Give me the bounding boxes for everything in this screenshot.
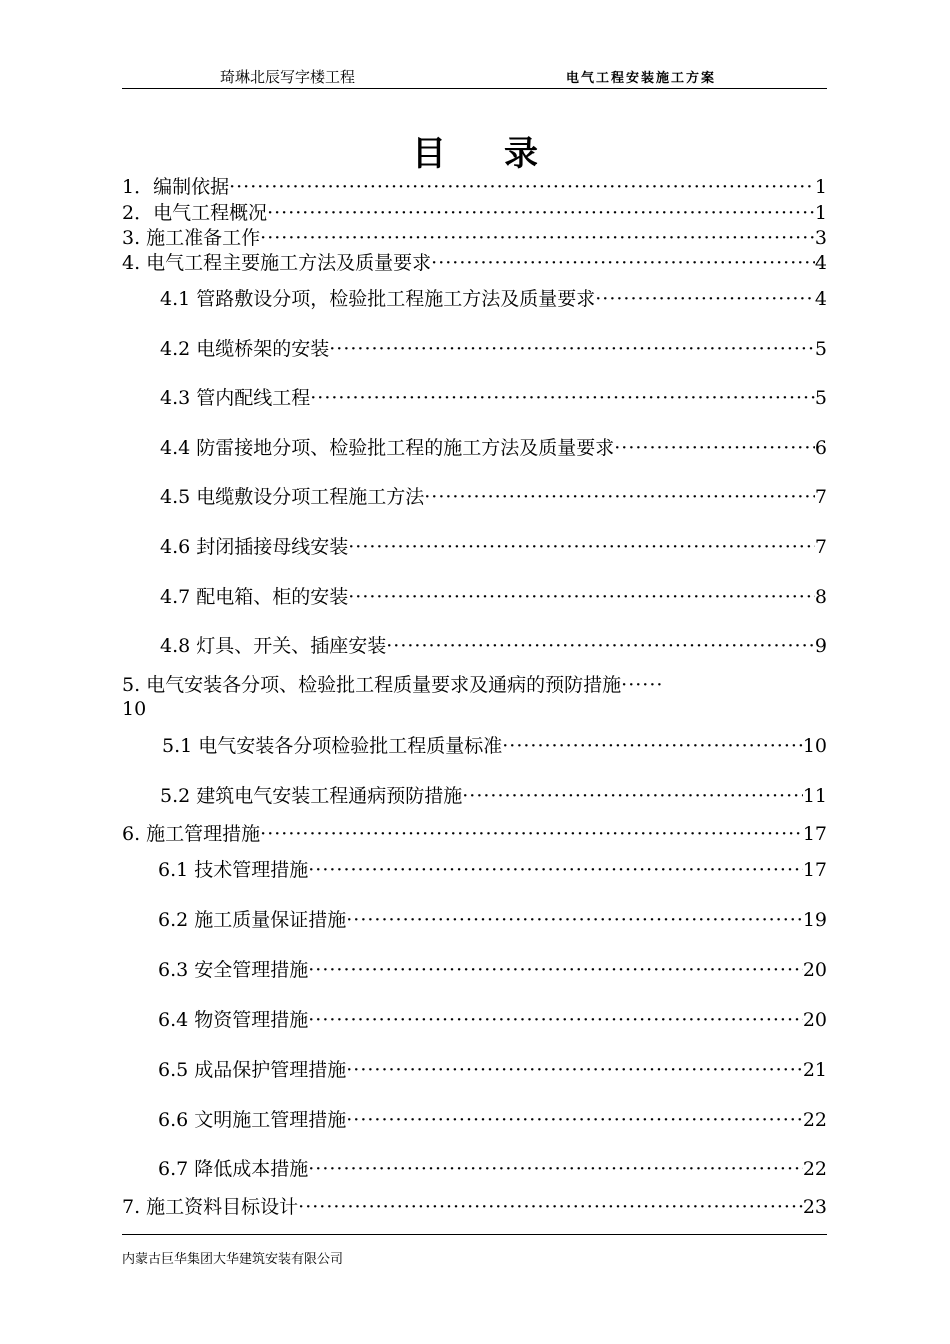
footer-company-name: 内蒙古巨华集团大华建筑安装有限公司: [122, 1252, 344, 1267]
toc-subentry[interactable]: [158, 908, 827, 932]
toc-subentry[interactable]: [160, 436, 827, 460]
toc-entry-label: 4.7 配电箱、柜的安装: [160, 586, 349, 608]
toc-entry-label: 4.3 管内配线工程: [160, 387, 311, 409]
toc-entry-label: 4.1 管路敷设分项，检验批工程施工方法及质量要求: [160, 288, 596, 310]
toc-entry-page: 7: [814, 486, 827, 508]
toc-subentry[interactable]: [160, 585, 827, 609]
toc-leader-dots: [229, 175, 815, 199]
toc-entry-label: 4.8 灯具、开关、插座安装: [160, 635, 387, 657]
toc-entry[interactable]: [122, 673, 827, 721]
toc-entry-page: 17: [802, 859, 827, 881]
toc-entry-page: 3: [814, 227, 827, 249]
toc-entry-label: 6.4 物资管理措施: [158, 1009, 309, 1031]
toc-entry[interactable]: [122, 175, 827, 199]
toc-leader-dots: [348, 585, 815, 609]
header-document-name: 电气工程安装施工方案: [566, 71, 717, 86]
toc-subentry[interactable]: [160, 535, 827, 559]
toc-entry[interactable]: [122, 822, 827, 846]
toc-subentry[interactable]: [158, 958, 827, 982]
toc-entry-page: 6: [814, 437, 827, 459]
toc-entry-page: 17: [802, 823, 827, 845]
toc-entry-label: 6.7 降低成本措施: [158, 1158, 309, 1180]
toc-entry[interactable]: [122, 1195, 827, 1219]
toc-entry-page: 21: [802, 1059, 827, 1081]
toc-entry-page: 22: [802, 1109, 827, 1131]
toc-entry-page: 9: [814, 635, 827, 657]
header-divider: [122, 88, 827, 89]
toc-subentry[interactable]: [160, 337, 827, 361]
toc-entry-page: 5: [814, 387, 827, 409]
toc-leader-dots: [260, 822, 803, 846]
footer-divider: [122, 1234, 827, 1235]
toc-entry-label: 7. 施工资料目标设计: [122, 1196, 299, 1218]
toc-entry-page: 22: [802, 1158, 827, 1180]
toc-subentry[interactable]: [158, 1157, 827, 1181]
toc-leader-dots: [308, 1157, 803, 1181]
toc-leader-dots: [308, 958, 803, 982]
toc-leader-dots: [308, 1008, 803, 1032]
toc-subentry[interactable]: [160, 784, 827, 808]
toc-entry[interactable]: [122, 201, 827, 225]
toc-entry[interactable]: [122, 251, 827, 275]
toc-entry-label: 5.2 建筑电气安装工程通病预防措施: [160, 785, 463, 807]
toc-entry-page: 7: [814, 536, 827, 558]
toc-subentry[interactable]: [160, 634, 827, 658]
toc-leader-dots: [462, 784, 803, 808]
toc-subentry[interactable]: [160, 386, 827, 410]
toc-subentry[interactable]: [158, 1058, 827, 1082]
toc-leader-dots: [621, 673, 827, 697]
header-project-name: 琦琳北辰写字楼工程: [220, 68, 356, 86]
toc-leader-dots: [424, 485, 815, 509]
toc-entry-label: 6.2 施工质量保证措施: [158, 909, 347, 931]
toc-entry-label: 4.6 封闭插接母线安装: [160, 536, 349, 558]
toc-entry-label: 4.5 电缆敷设分项工程施工方法: [160, 486, 425, 508]
toc-entry-label: 5. 电气安装各分项、检验批工程质量要求及通病的预防措施: [122, 674, 622, 696]
toc-subentry[interactable]: [160, 485, 827, 509]
toc-entry-page: 4: [814, 288, 827, 310]
toc-entry-page: 19: [802, 909, 827, 931]
toc-entry-page: 11: [802, 785, 827, 807]
toc-leader-dots: [346, 908, 803, 932]
toc-entry[interactable]: [122, 226, 827, 250]
toc-entry-label: 4. 电气工程主要施工方法及质量要求: [122, 252, 432, 274]
toc-entry-label: 6.6 文明施工管理措施: [158, 1109, 347, 1131]
toc-subentry[interactable]: [158, 858, 827, 882]
toc-subentry[interactable]: [160, 287, 827, 311]
toc-leader-dots: [614, 436, 815, 460]
toc-leader-dots: [348, 535, 815, 559]
page-title: 目录: [412, 134, 596, 174]
toc-entry-label: 6. 施工管理措施: [122, 823, 261, 845]
toc-entry-label: 4.4 防雷接地分项、检验批工程的施工方法及质量要求: [160, 437, 615, 459]
toc-leader-dots: [346, 1058, 803, 1082]
toc-entry-page: 10: [122, 698, 147, 720]
toc-leader-dots: [260, 226, 815, 250]
toc-entry-label: 3. 施工准备工作: [122, 227, 261, 249]
toc-leader-dots: [431, 251, 815, 275]
toc-entry-label: 6.5 成品保护管理措施: [158, 1059, 347, 1081]
toc-leader-dots: [346, 1108, 803, 1132]
toc-leader-dots: [310, 386, 815, 410]
toc-entry-page: 23: [802, 1196, 827, 1218]
toc-subentry[interactable]: [162, 734, 827, 758]
toc-entry-page: 20: [802, 959, 827, 981]
toc-entry-label: 1．编制依据: [122, 176, 230, 198]
toc-leader-dots: [308, 858, 803, 882]
toc-entry-page: 10: [802, 735, 827, 757]
toc-subentry[interactable]: [158, 1008, 827, 1032]
toc-leader-dots: [502, 734, 803, 758]
toc-entry-page: 1: [814, 176, 827, 198]
toc-subentry[interactable]: [158, 1108, 827, 1132]
toc-entry-label: 6.1 技术管理措施: [158, 859, 309, 881]
toc-entry-label: 4.2 电缆桥架的安装: [160, 338, 330, 360]
toc-entry-label: 6.3 安全管理措施: [158, 959, 309, 981]
toc-entry-page: 5: [814, 338, 827, 360]
toc-leader-dots: [329, 337, 815, 361]
toc-entry-page: 8: [814, 586, 827, 608]
toc-entry-page: 4: [814, 252, 827, 274]
toc-entry-label: 2．电气工程概况: [122, 202, 268, 224]
toc-entry-page: 1: [814, 202, 827, 224]
toc-leader-dots: [595, 287, 815, 311]
toc-entry-page: 20: [802, 1009, 827, 1031]
toc-leader-dots: [386, 634, 815, 658]
toc-leader-dots: [298, 1195, 803, 1219]
toc-entry-label: 5.1 电气安装各分项检验批工程质量标准: [162, 735, 503, 757]
toc-leader-dots: [267, 201, 815, 225]
